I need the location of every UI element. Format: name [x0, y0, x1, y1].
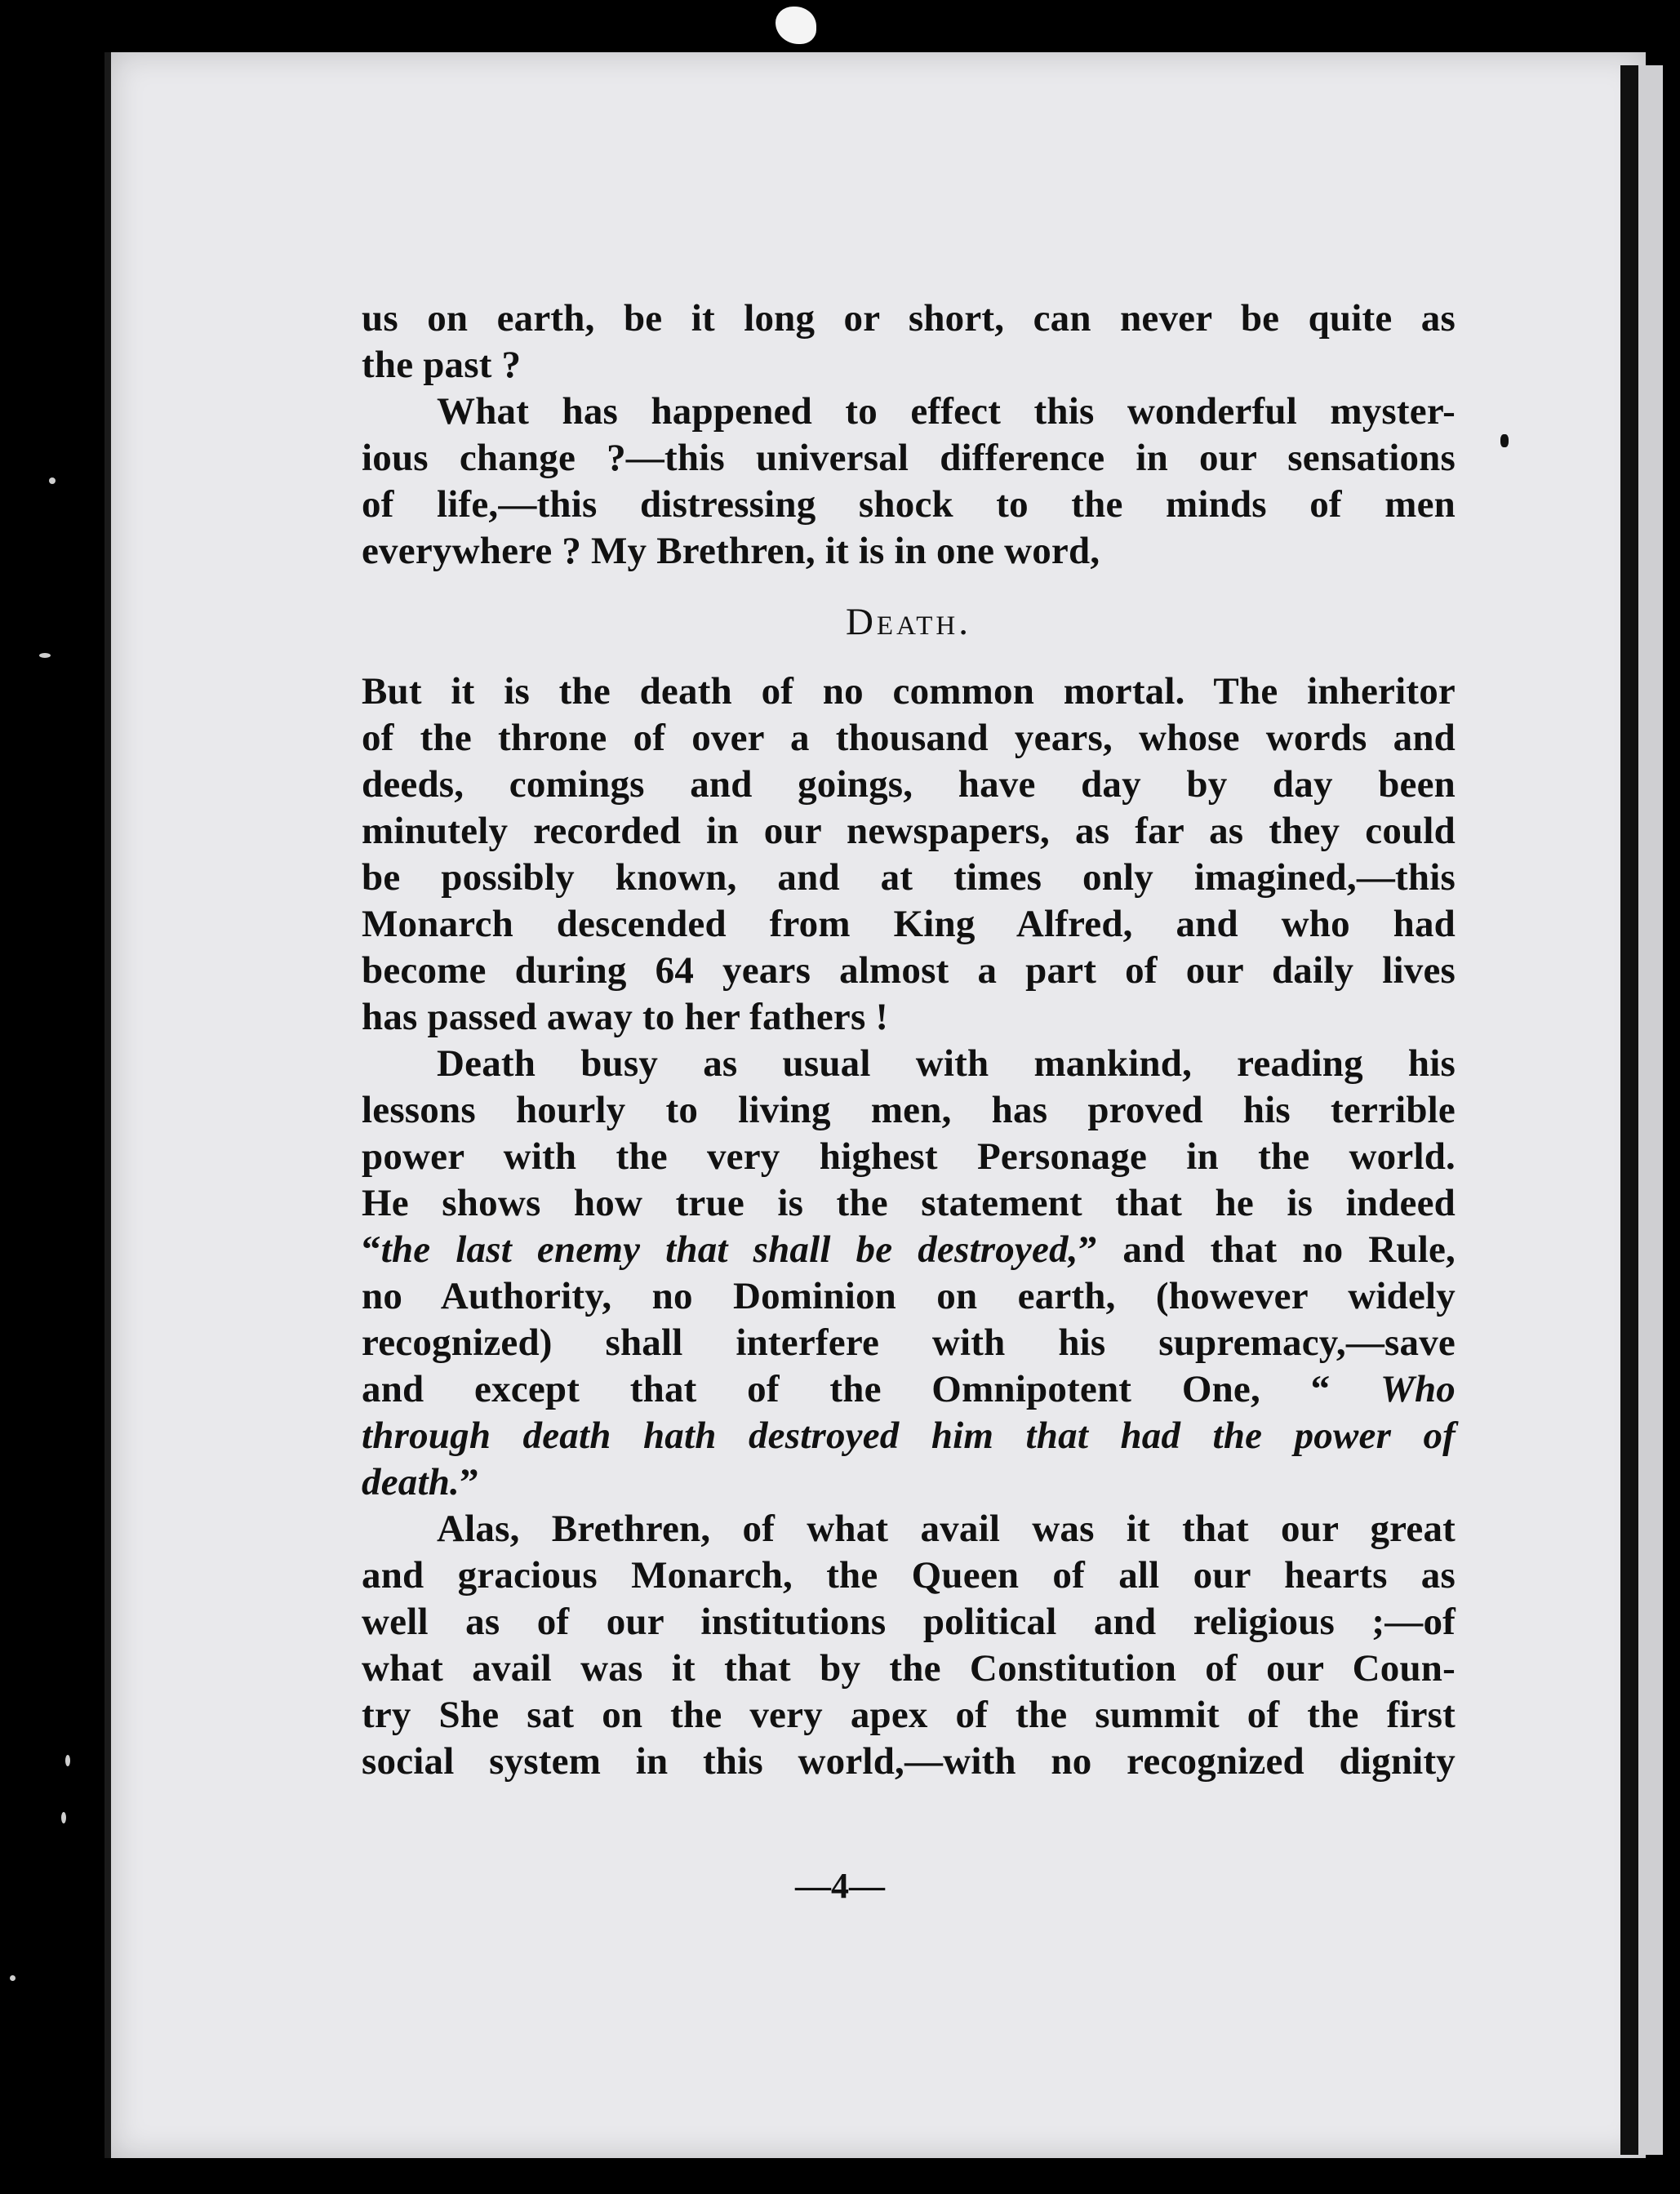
text-line-quote: [362, 1227, 1456, 1273]
quote-rest: ” and that no Rule,: [1078, 1228, 1456, 1271]
body-text: [362, 295, 1456, 1785]
text-line: lessons hourly to living men, has proved his terrible: [362, 1089, 1456, 1131]
text-line: has passed away to her fathers !: [362, 996, 889, 1038]
text-line-quote: [362, 1413, 1456, 1459]
quote-close: ”: [460, 1461, 479, 1503]
text-segment: and except that of the Omnipotent One, “: [362, 1368, 1380, 1410]
adjacent-page-edge: [1638, 65, 1663, 2155]
scan-speck: [65, 1755, 70, 1766]
text-line: well as of our institutions political and religious ;—of: [362, 1601, 1456, 1643]
text-line: minutely recorded in our newspapers, as far as they could: [362, 810, 1456, 852]
text-line: everywhere ? My Brethren, it is in one word,: [362, 530, 1100, 572]
scan-speck: [39, 653, 51, 658]
text-line: power with the very highest Personage in the world.: [362, 1135, 1456, 1178]
margin-mark: [1500, 434, 1509, 447]
quote-open: “: [362, 1228, 381, 1271]
text-line: us on earth, be it long or short, can never be quite as: [362, 297, 1456, 340]
scan-speck: [49, 477, 56, 484]
text-line: What has happened to effect this wonderful myster-: [437, 390, 1456, 433]
text-line: Alas, Brethren, of what avail was it that our great: [437, 1508, 1456, 1550]
scripture-quote: the last enemy that shall be destroyed,: [380, 1228, 1078, 1271]
text-line: try She sat on the very apex of the summit of the first: [362, 1694, 1456, 1736]
text-line: social system in this world,—with no recognized dignity: [362, 1740, 1456, 1783]
text-line: Monarch descended from King Alfred, and who had: [362, 903, 1456, 945]
text-line-quote: [362, 1459, 1456, 1506]
scripture-quote: Who: [1380, 1368, 1456, 1410]
scan-speck: [61, 1812, 66, 1823]
text-line: become during 64 years almost a part of our daily lives: [362, 949, 1456, 992]
text-line: be possibly known, and at times only imagined,—this: [362, 856, 1456, 899]
text-line: of the throne of over a thousand years, whose words and: [362, 717, 1456, 759]
text-line: the past ?: [362, 344, 522, 386]
text-line: deeds, comings and goings, have day by day been: [362, 763, 1456, 806]
text-line: no Authority, no Dominion on earth, (however widely: [362, 1275, 1456, 1317]
page-number: —4—: [795, 1866, 885, 1906]
text-line: But it is the death of no common mortal. The inheritor: [362, 670, 1456, 713]
scan-mark: [776, 7, 816, 44]
text-line: what avail was it that by the Constitution of our Coun-: [362, 1647, 1456, 1690]
text-line: Death busy as usual with mankind, reading his: [437, 1042, 1456, 1085]
page-binding-edge: [1620, 65, 1638, 2155]
text-line: recognized) shall interfere with his supremacy,—save: [362, 1321, 1456, 1364]
text-line: and gracious Monarch, the Queen of all our hearts as: [362, 1554, 1456, 1597]
text-line: ious change ?—this universal difference in our sensations: [362, 437, 1456, 479]
scripture-quote: through death hath destroyed him that had the power of: [362, 1415, 1456, 1457]
section-heading: Death.: [845, 601, 971, 643]
text-line: of life,—this distressing shock to the minds of men: [362, 483, 1456, 526]
text-line-quote: [362, 1366, 1456, 1413]
scripture-quote: death.: [362, 1461, 460, 1503]
scan-speck: [10, 1975, 16, 1981]
text-line: He shows how true is the statement that he is indeed: [362, 1182, 1456, 1224]
